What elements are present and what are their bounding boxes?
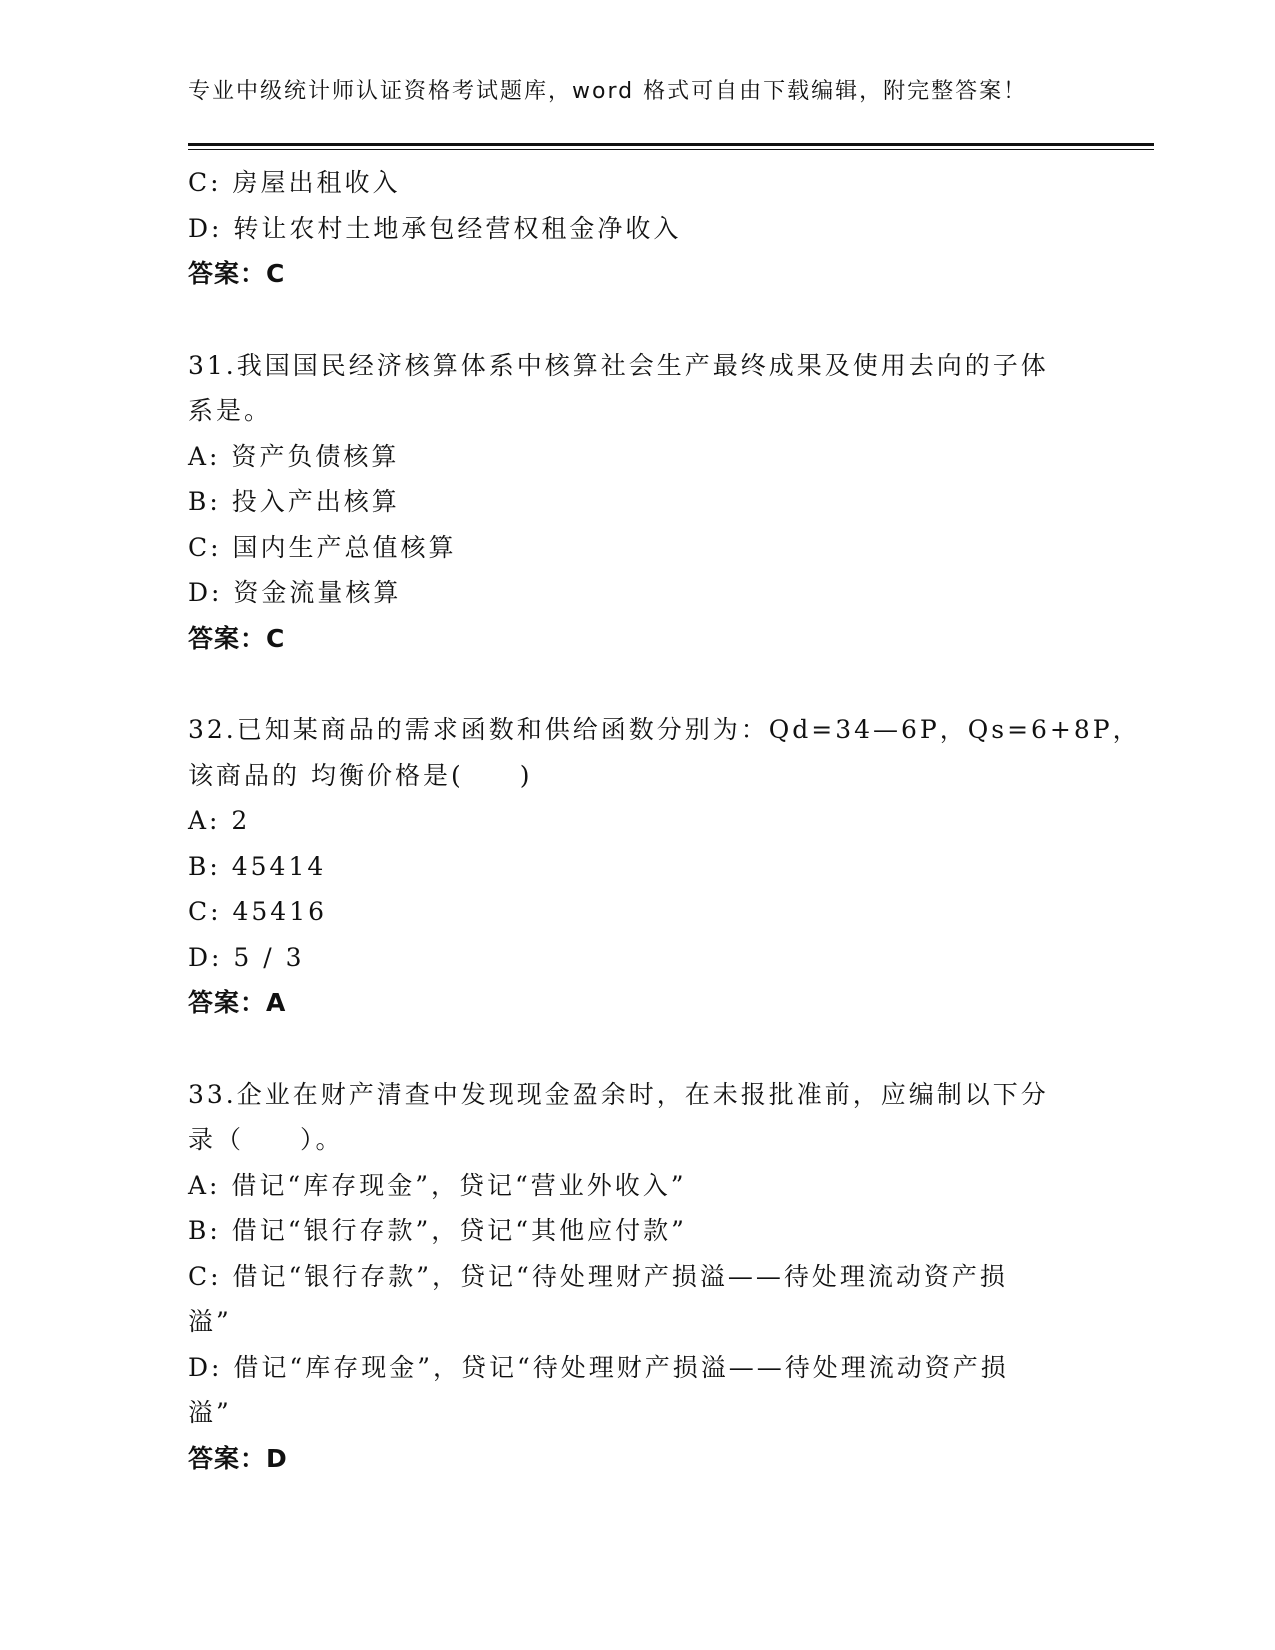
option-line: A: 借记“库存现金”，贷记“营业外收入” [188, 1170, 687, 1200]
option-line: C: 45416 [188, 897, 328, 926]
page-header: 专业中级统计师认证资格考试题库，word 格式可自由下载编辑，附完整答案！ [188, 79, 1028, 104]
option-line: C: 房屋出租收入 [188, 168, 401, 197]
option-line: 溢” [188, 1307, 232, 1336]
option-line: D: 借记“库存现金”，贷记“待处理财产损溢——待处理流动资产损 [188, 1352, 1009, 1382]
question-stem: 系是。 [188, 396, 273, 425]
question-block-31 [188, 343, 1088, 662]
answer-line: 答案：C [188, 259, 286, 288]
option-line: A: 资产负债核算 [188, 441, 400, 471]
question-content [188, 160, 1141, 1481]
option-line: A: 2 [188, 806, 251, 835]
header-rule-thick [188, 143, 1154, 146]
block-gap [188, 297, 1088, 343]
option-line: D: 转让农村土地承包经营权租金净收入 [188, 213, 682, 243]
answer-line: 答案：D [188, 1443, 288, 1473]
question-block-32 [188, 707, 1141, 1026]
option-line: B: 45414 [188, 851, 327, 881]
option-line: 溢” [188, 1398, 232, 1427]
option-line: D: 资金流量核算 [188, 578, 402, 607]
question-block-30 [188, 160, 1088, 297]
block-gap [188, 1026, 1088, 1072]
option-line: D: 5 / 3 [188, 942, 305, 972]
question-stem: 31.我国国民经济核算体系中核算社会生产最终成果及使用去向的子体 [188, 350, 1049, 380]
option-line: B: 投入产出核算 [188, 487, 400, 516]
question-stem: 该商品的 均衡价格是( ) [188, 760, 533, 790]
answer-line: 答案：A [188, 988, 287, 1017]
option-line: C: 国内生产总值核算 [188, 532, 457, 562]
block-gap [188, 661, 1088, 707]
question-stem: 录（ ）。 [188, 1125, 344, 1154]
option-line: B: 借记“银行存款”，贷记“其他应付款” [188, 1216, 687, 1245]
question-block-33 [188, 1072, 1088, 1482]
option-line: C: 借记“银行存款”，贷记“待处理财产损溢——待处理流动资产损 [188, 1261, 1008, 1291]
question-stem: 32.已知某商品的需求函数和供给函数分别为：Qd=34—6P，Qs=6+8P， [188, 715, 1141, 744]
question-stem: 33.企业在财产清查中发现现金盈余时，在未报批准前，应编制以下分 [188, 1079, 1049, 1109]
answer-line: 答案：C [188, 623, 286, 653]
header-rule-thin [188, 149, 1154, 150]
